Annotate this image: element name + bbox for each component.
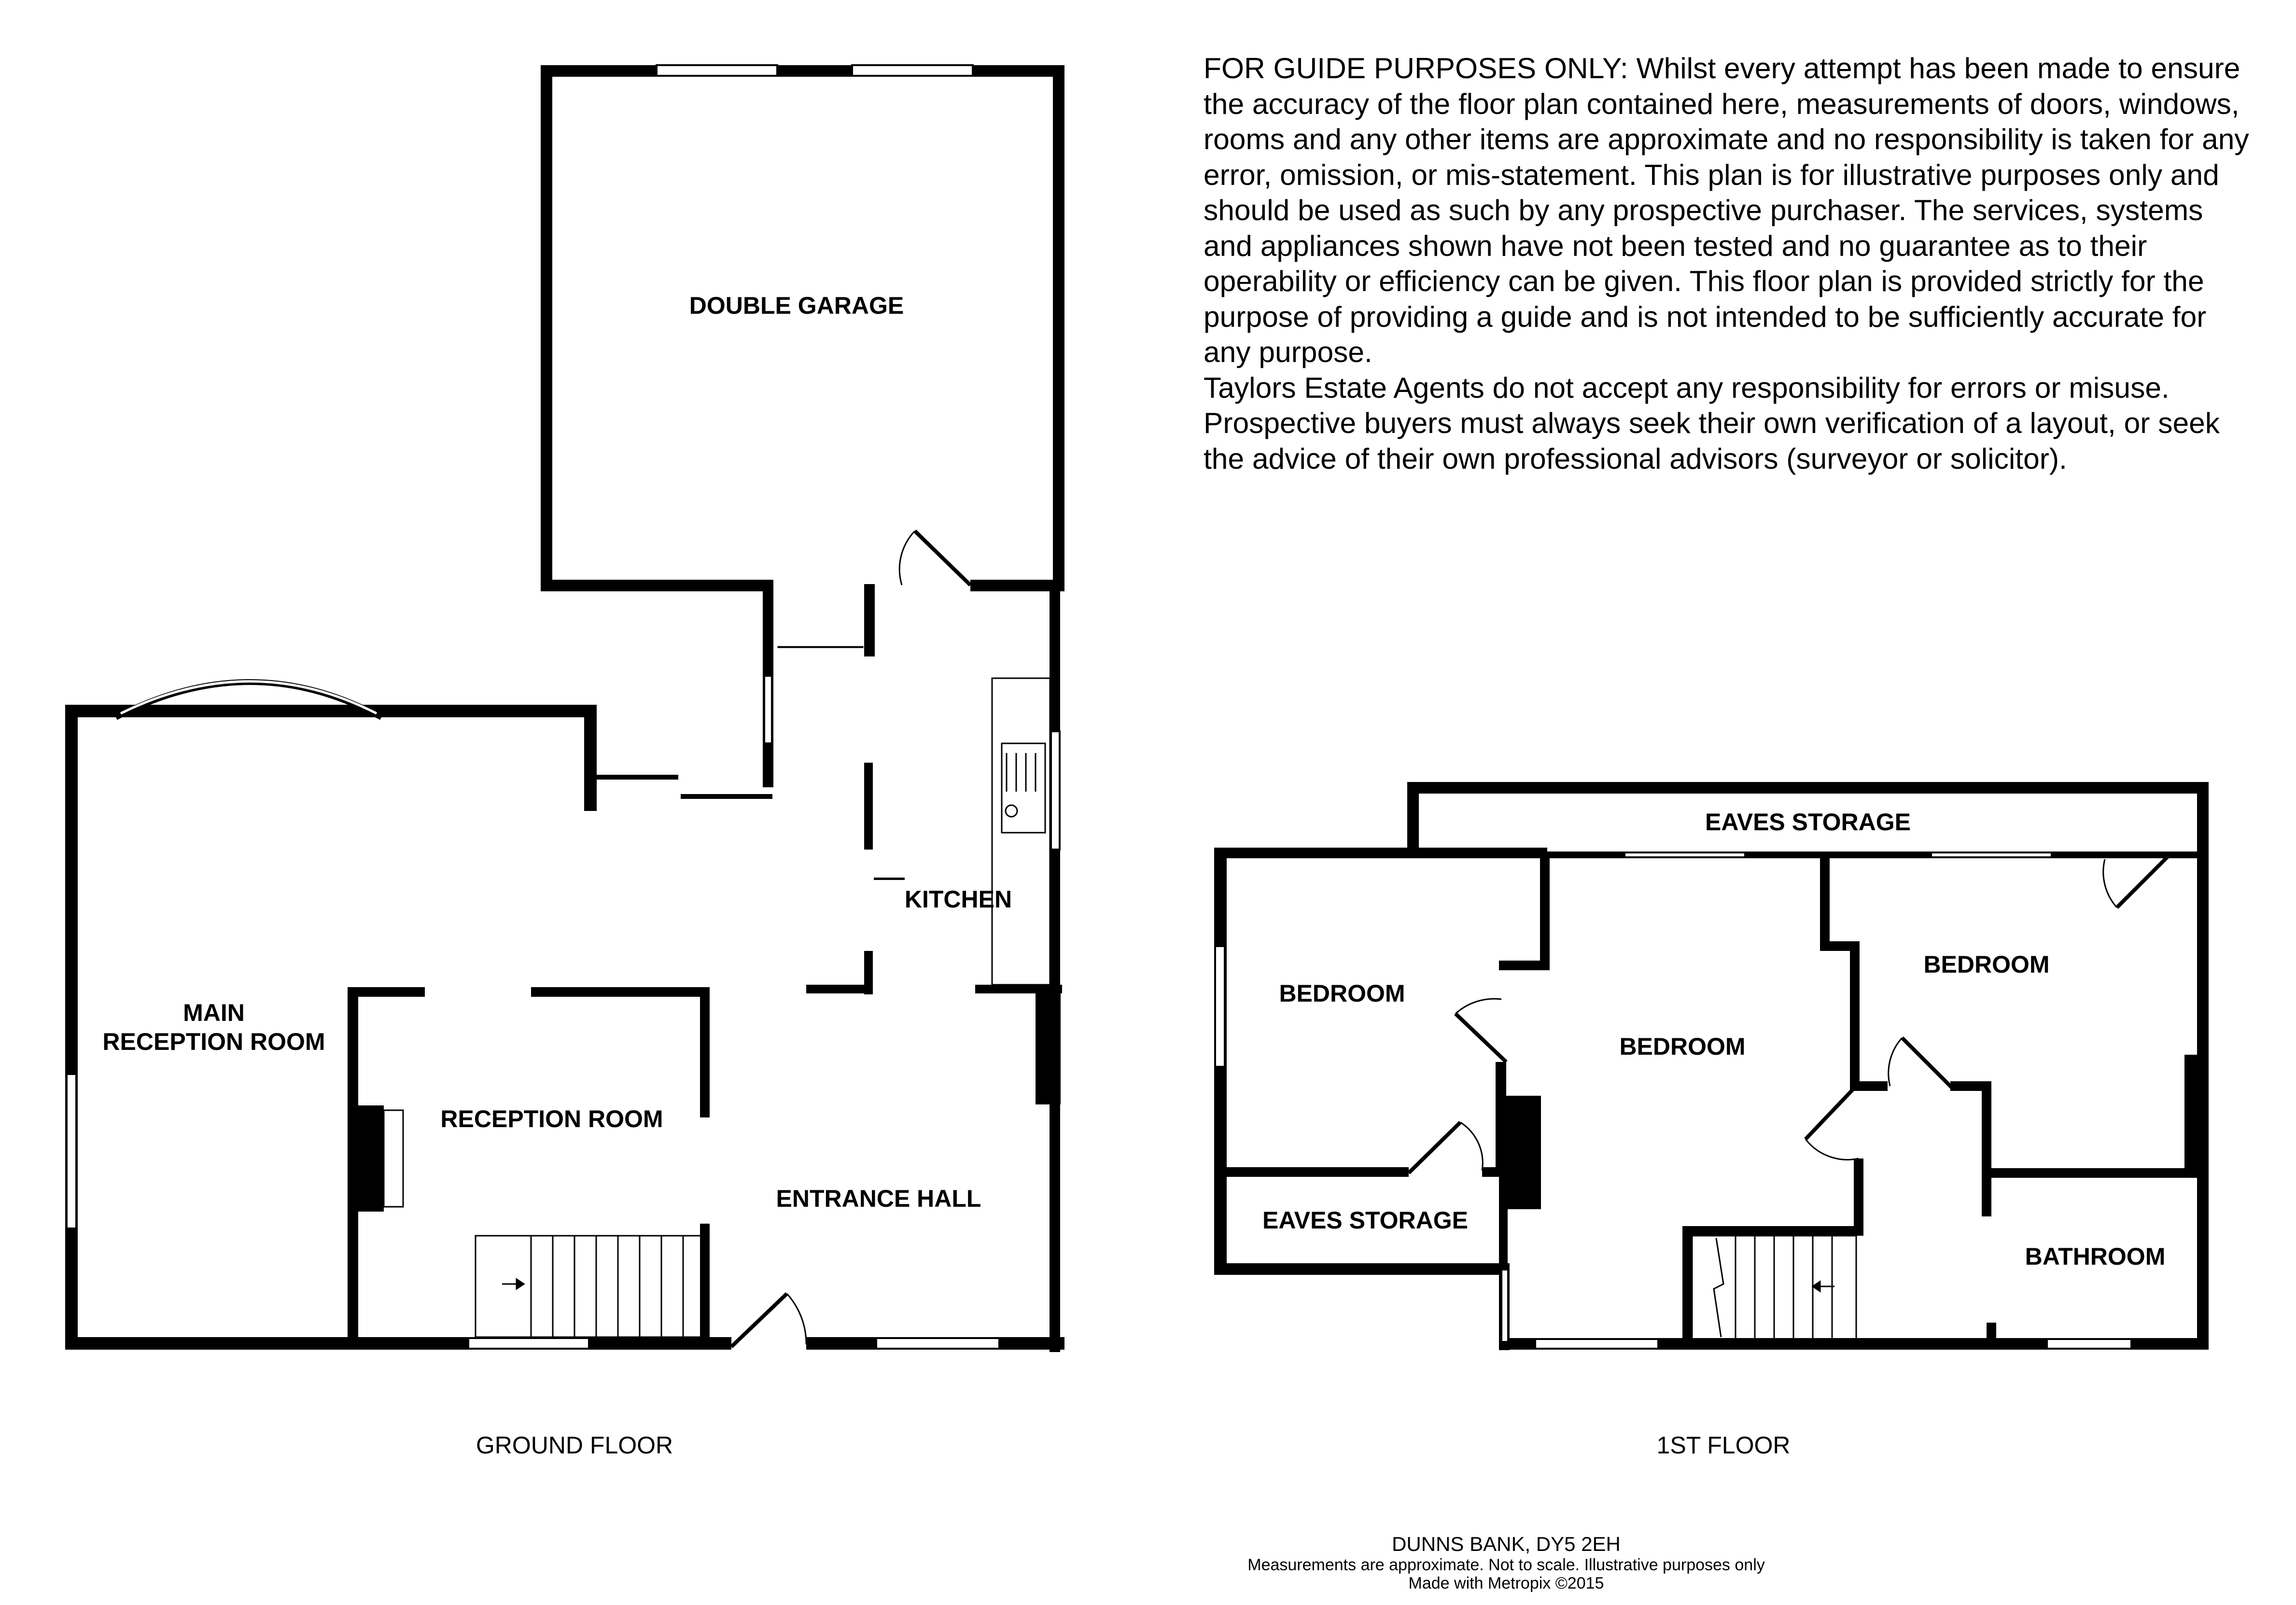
ground-floor-caption: GROUND FLOOR — [476, 1432, 673, 1459]
disclaimer-paragraph-1: FOR GUIDE PURPOSES ONLY: Whilst every attempt has been made to ensure the accuracy of the floor plan contained here, measurements of doors, windows, rooms and any other items are approximate and no responsibility is taken for any error, omission, or mis-statement. This plan is for illustrative purposes only and should be used as such by any prospective purchaser. The services, systems and appliances shown have not been tested and no guarantee as to their operability or efficiency can be given. This floor plan is provided strictly for the purpose of providing a guide and is not intended to be sufficiently accurate for any purpose. — [1204, 52, 2249, 368]
room-label-reception-room: RECEPTION ROOM — [440, 1105, 663, 1132]
ground-floor-walls — [65, 65, 1064, 1352]
room-label-eaves-storage-top: EAVES STORAGE — [1705, 809, 1911, 836]
first-floor-caption: 1ST FLOOR — [1656, 1432, 1791, 1459]
footer-address: DUNNS BANK, DY5 2EH — [1392, 1533, 1621, 1555]
ground-floor-room-labels — [102, 292, 1012, 1212]
first-floor-stairs — [1692, 1236, 1856, 1340]
ground-floor-plan — [65, 65, 1064, 1352]
room-label-bedroom-centre: BEDROOM — [1619, 1033, 1746, 1060]
room-label-main-reception-line2: RECEPTION ROOM — [102, 1028, 325, 1055]
footer-credit: Made with Metropix ©2015 — [1408, 1574, 1604, 1592]
room-label-double-garage: DOUBLE GARAGE — [689, 292, 904, 319]
room-label-kitchen: KITCHEN — [904, 886, 1012, 913]
disclaimer-paragraph-2: Taylors Estate Agents do not accept any responsibility for errors or misuse. Prospective buyers must always seek their own verification of a layout, or seek the advice of their own professional advisors (surveyor or solicitor). — [1204, 371, 2220, 475]
first-floor-plan — [1214, 782, 2209, 1350]
first-floor-room-labels — [1262, 809, 2165, 1270]
room-label-main-reception-line1: MAIN — [183, 999, 245, 1026]
footer — [1159, 1533, 1854, 1592]
room-label-bedroom-right: BEDROOM — [1923, 951, 2050, 978]
disclaimer-text — [1204, 51, 2256, 476]
room-label-bedroom-left: BEDROOM — [1279, 980, 1405, 1007]
footer-measurements-note: Measurements are approximate. Not to scale. Illustrative purposes only — [1247, 1556, 1765, 1574]
ground-floor-stairs — [476, 1236, 707, 1337]
room-label-entrance-hall: ENTRANCE HALL — [776, 1185, 981, 1212]
room-label-bathroom: BATHROOM — [2025, 1243, 2166, 1270]
room-label-eaves-storage-bottom: EAVES STORAGE — [1262, 1207, 1469, 1234]
